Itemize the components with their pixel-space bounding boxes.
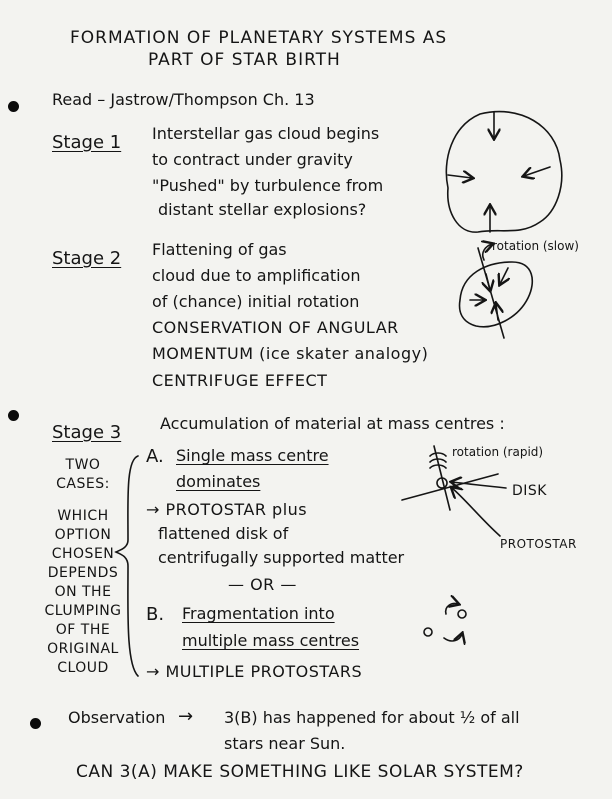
stage2-line-3: of (chance) initial rotation — [152, 292, 360, 311]
rotation-rapid-label: rotation (rapid) — [452, 445, 544, 459]
stage1-line-3: "Pushed" by turbulence from — [152, 176, 384, 195]
case-a-result-1: → PROTOSTAR plus — [146, 500, 308, 519]
arrow-right — [448, 175, 472, 178]
side-note-line: CLOUD — [57, 660, 109, 676]
side-note-line: ORIGINAL — [47, 641, 119, 657]
stage2-line-2: cloud due to amplification — [152, 266, 361, 285]
arrow-left — [524, 167, 550, 176]
stage2-line-5: MOMENTUM (ice skater analogy) — [152, 344, 429, 363]
stage1-line-4: distant stellar explosions? — [158, 200, 367, 219]
case-b-title-1: Fragmentation into — [182, 604, 335, 623]
side-note-line: DEPENDS — [47, 565, 119, 581]
case-a-title-1: Single mass centre — [176, 446, 329, 465]
rotation-slow-label: rotation (slow) — [492, 239, 579, 253]
protostar-label: PROTOSTAR — [500, 537, 577, 551]
side-note-line: CLUMPING — [44, 603, 122, 619]
observation-text-2: stars near Sun. — [224, 734, 346, 753]
stage3-label: Stage 3 — [52, 422, 122, 443]
gas-cloud-outline — [446, 112, 561, 233]
closing-question: CAN 3(A) MAKE SOMETHING LIKE SOLAR SYSTEM? — [76, 762, 524, 782]
brace — [116, 456, 138, 676]
disk-label: DISK — [512, 483, 547, 499]
side-note-line: OF THE — [55, 622, 111, 638]
or-divider: — OR — — [228, 575, 297, 594]
observation-text-1: 3(B) has happened for about ½ of all — [224, 708, 520, 727]
reading-reference: Read – Jastrow/Thompson Ch. 13 — [52, 90, 315, 109]
stage1-line-1: Interstellar gas cloud begins — [152, 124, 380, 143]
side-note-line: CHOSEN — [51, 546, 115, 562]
flattened-cloud-outline — [460, 262, 533, 327]
rotation-axis — [478, 248, 504, 338]
disk-plane — [402, 474, 498, 500]
observation-label: Observation — [68, 708, 166, 727]
title-line-2: PART OF STAR BIRTH — [148, 50, 341, 70]
case-a-result-3: centrifugally supported matter — [158, 548, 405, 567]
side-note-line: OPTION — [54, 527, 112, 543]
case-a-result-2: flattened disk of — [158, 524, 289, 543]
title-line-1: FORMATION OF PLANETARY SYSTEMS AS — [70, 28, 448, 48]
case-b-title-2: multiple mass centres — [182, 631, 360, 650]
case-a-title-2: dominates — [176, 472, 261, 491]
case-b-result: → MULTIPLE PROTOSTARS — [146, 662, 363, 681]
stage1-label: Stage 1 — [52, 132, 122, 153]
side-note-line: WHICH — [57, 508, 109, 524]
stage2-line-1: Flattening of gas — [152, 240, 287, 259]
protostar-pointer — [452, 488, 500, 536]
side-note-line: TWO — [65, 457, 101, 473]
case-b-letter: B. — [146, 604, 165, 625]
stage3-heading: Accumulation of material at mass centres : — [160, 414, 505, 433]
rotation-arrow — [483, 244, 492, 260]
stage1-line-2: to contract under gravity — [152, 150, 353, 169]
side-note-line: CASES: — [56, 476, 110, 492]
side-note-line: ON THE — [54, 584, 112, 600]
stage2-line-4: CONSERVATION OF ANGULAR — [152, 318, 399, 337]
stage2-line-6: CENTRIFUGE EFFECT — [152, 371, 328, 390]
observation-arrow: → — [178, 706, 194, 727]
stage2-label: Stage 2 — [52, 248, 122, 269]
case-a-letter: A. — [146, 446, 164, 467]
